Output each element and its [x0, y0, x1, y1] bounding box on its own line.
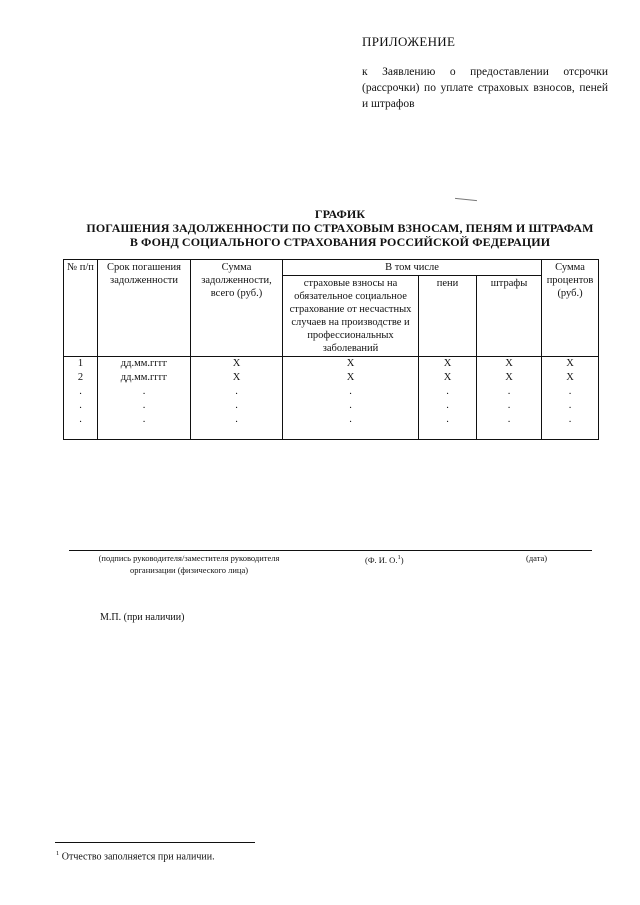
scan-mark — [455, 198, 477, 201]
header-interest: Сумма процентов (руб.) — [542, 260, 599, 357]
cell-insurance: Х — [283, 357, 419, 372]
appendix-reference: к Заявлению о предоставлении отсрочки (рассрочки) по уплате страховых взносов, пеней и штрафов — [362, 66, 608, 110]
footnote-separator — [55, 842, 255, 843]
document-subtitle-line2: В ФОНД СОЦИАЛЬНОГО СТРАХОВАНИЯ РОССИЙСКОЙ ФЕДЕРАЦИИ — [129, 235, 551, 249]
cell-interest: . — [542, 399, 599, 413]
cell-penalties: Х — [419, 357, 477, 372]
signature-fio-label — [365, 552, 404, 566]
table-row — [64, 357, 599, 372]
cell-penalties: Х — [419, 371, 477, 385]
cell-fines: . — [477, 385, 542, 399]
cell-num: . — [64, 399, 98, 413]
cell-interest: Х — [542, 371, 599, 385]
footnote-text: Отчество заполняется при наличии. — [61, 851, 215, 863]
cell-fines: Х — [477, 357, 542, 372]
cell-num: . — [64, 413, 98, 440]
header-num: № п/п — [64, 260, 98, 357]
header-sum: Сумма задолженности, всего (руб.) — [191, 260, 283, 357]
cell-sum: . — [191, 385, 283, 399]
cell-num: 2 — [64, 371, 98, 385]
cell-sum: Х — [191, 357, 283, 372]
cell-term: дд.мм.гггг — [98, 371, 191, 385]
cell-num: . — [64, 385, 98, 399]
cell-fines: . — [477, 413, 542, 440]
signature-head-label: (подпись руководителя/заместителя руководителя организации (физического лица) — [98, 553, 280, 575]
cell-insurance: . — [283, 385, 419, 399]
header-fines: штрафы — [477, 276, 542, 357]
cell-sum: . — [191, 399, 283, 413]
cell-term: . — [98, 413, 191, 440]
header-term: Срок погашения задолженности — [98, 260, 191, 357]
cell-term: . — [98, 385, 191, 399]
document-subtitle-line1: ПОГАШЕНИЯ ЗАДОЛЖЕННОСТИ ПО СТРАХОВЫМ ВЗНОСАМ, ПЕНЯМ И ШТРАФАМ — [86, 221, 594, 235]
appendix-title: ПРИЛОЖЕНИЕ — [362, 34, 456, 49]
cell-insurance: . — [283, 413, 419, 440]
table-row — [64, 371, 599, 385]
signature-line — [69, 550, 592, 551]
cell-interest: Х — [542, 357, 599, 372]
stamp-label: М.П. (при наличии) — [100, 612, 185, 623]
cell-sum: Х — [191, 371, 283, 385]
header-penalties: пени — [419, 276, 477, 357]
cell-insurance: Х — [283, 371, 419, 385]
document-title: ГРАФИК — [314, 207, 366, 221]
footnote-mark: 1 — [56, 850, 60, 857]
cell-penalties: . — [419, 399, 477, 413]
signature-date-label: (дата) — [526, 553, 548, 563]
cell-term: . — [98, 399, 191, 413]
cell-term: дд.мм.гггг — [98, 357, 191, 372]
cell-insurance: . — [283, 399, 419, 413]
footnote — [56, 850, 215, 862]
cell-penalties: . — [419, 413, 477, 440]
cell-sum: . — [191, 413, 283, 440]
fio-close: ) — [400, 554, 404, 565]
cell-interest: . — [542, 413, 599, 440]
fio-footnote-mark: 1 — [397, 554, 401, 561]
table-row — [64, 413, 599, 440]
fio-text: (Ф. И. О. — [365, 554, 398, 565]
header-including: В том числе — [283, 260, 542, 276]
cell-penalties: . — [419, 385, 477, 399]
repayment-schedule-table — [63, 259, 599, 440]
cell-fines: Х — [477, 371, 542, 385]
cell-fines: . — [477, 399, 542, 413]
table-row — [64, 399, 599, 413]
header-insurance: страховые взносы на обязательное социальное страхование от несчастных случаев на производстве и профессиональных заболеваний — [283, 276, 419, 357]
cell-interest: . — [542, 385, 599, 399]
cell-num: 1 — [64, 357, 98, 372]
table-row — [64, 385, 599, 399]
